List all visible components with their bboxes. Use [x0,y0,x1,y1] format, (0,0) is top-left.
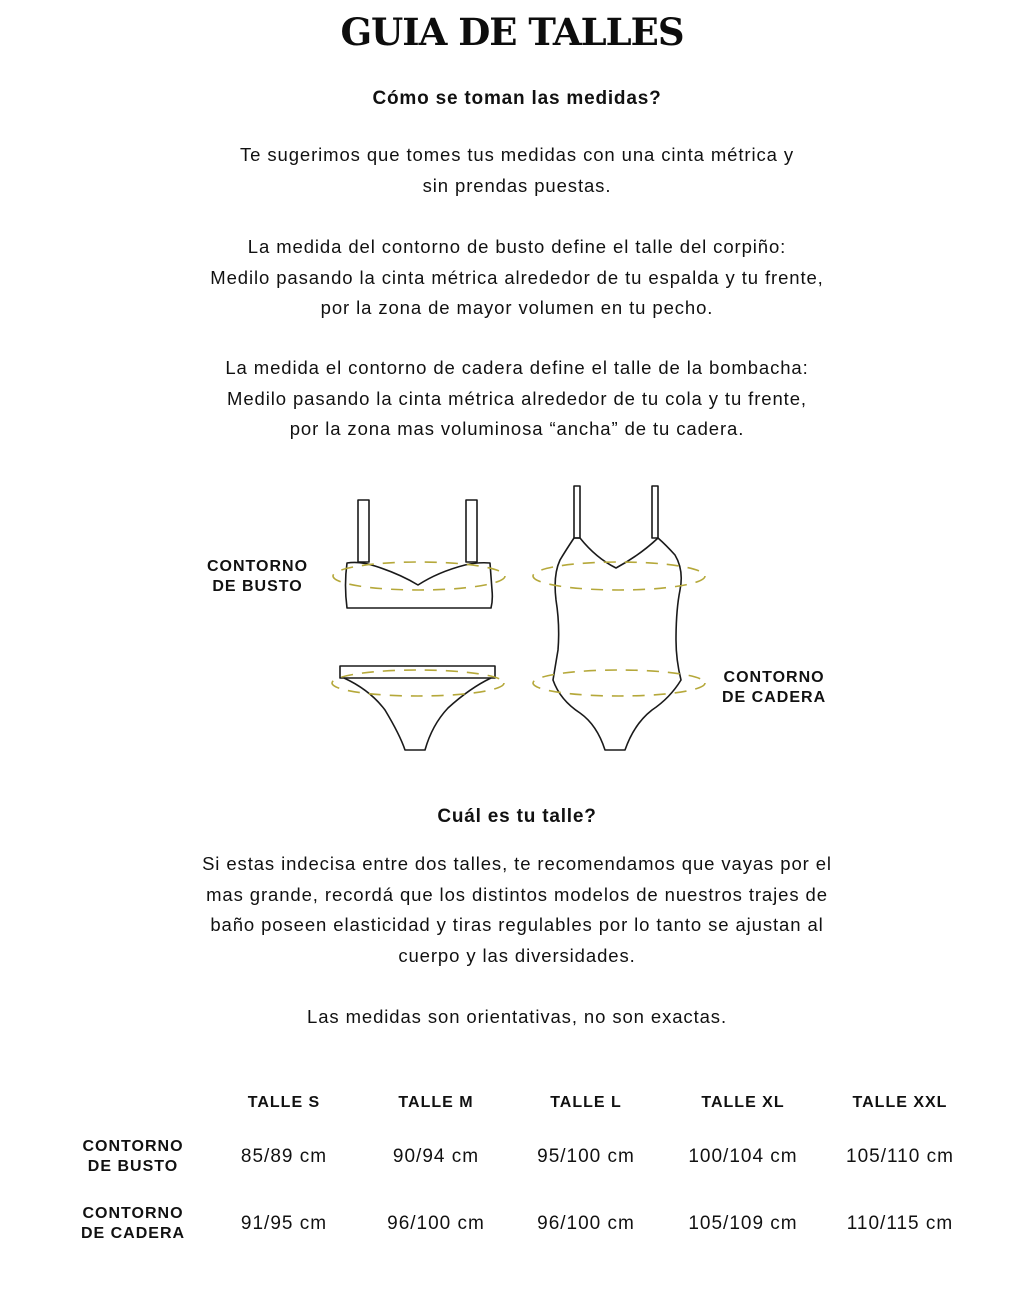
intro-paragraph [0,140,1024,201]
measure-tape-lines [332,562,705,696]
table-cell: 105/109 cm [688,1213,798,1234]
label-line: CONTORNO [723,669,825,686]
label-line: DE BUSTO [87,1158,179,1175]
bust-tape-bikini [333,562,505,590]
text-line: mas grande, recordá que los distintos modelos de nuestros trajes de [206,883,828,905]
text-line: por la zona mas voluminosa “ancha” de tu cadera. [289,418,745,439]
bust-diagram-label [207,557,308,597]
swimwear-measurement-illustration [0,470,1024,770]
column-header: TALLE XL [701,1094,785,1111]
table-cell: 96/100 cm [387,1213,485,1234]
bikini-top-outline [346,500,493,608]
text-line: por la zona de mayor volumen en tu pecho. [320,297,714,318]
bikini-bottom-outline [340,666,495,750]
table-cell: 95/100 cm [537,1146,635,1167]
label-line: CONTORNO [82,1138,184,1155]
label-line: DE CADERA [722,689,827,706]
column-header: TALLE L [550,1094,622,1111]
text-line: baño poseen elasticidad y tiras regulables por lo tanto se ajustan al [210,914,824,935]
row-label-hip [58,1204,208,1244]
text-line: cuerpo y las diversidades. [398,944,636,966]
section-heading-size: Cuál es tu talle? [437,806,597,827]
table-cell: 91/95 cm [240,1213,328,1234]
column-header: TALLE S [247,1094,321,1111]
page-title: GUIA DE TALLES [340,10,684,54]
label-line: DE BUSTO [212,578,303,595]
table-cell: 85/89 cm [240,1146,328,1167]
label-line: CONTORNO [207,558,309,575]
row-label-bust [58,1137,208,1177]
text-line: La medida el contorno de cadera define el talle de la bombacha: [225,357,809,378]
table-cell: 110/115 cm [846,1213,954,1234]
column-header: TALLE XXL [852,1094,948,1111]
table-cell: 100/104 cm [688,1146,798,1167]
bikini-bottom-leg [344,678,491,750]
table-cell: 90/94 cm [392,1146,480,1167]
table-cell: 96/100 cm [537,1213,635,1234]
text-line: Medilo pasando la cinta métrica alrededor de tu cola y tu frente, [227,387,807,409]
section-heading-measures: Cómo se toman las medidas? [372,88,662,109]
hip-tape-bikini [332,670,504,696]
text-line: Te sugerimos que tomes tus medidas con una cinta métrica y [240,144,794,165]
table-cell: 105/110 cm [846,1146,954,1167]
one-piece-left-strap [574,486,580,538]
label-line: CONTORNO [82,1205,184,1222]
one-piece-right-strap [652,486,658,538]
hip-diagram-label [722,668,826,708]
label-line: DE CADERA [80,1225,186,1242]
bikini-top-right-strap [466,500,477,562]
disclaimer-note: Las medidas son orientativas, no son exactas. [307,1006,727,1027]
text-line: Medilo pasando la cinta métrica alrededor de tu espalda y tu frente, [210,266,824,288]
one-piece-body [553,538,681,750]
text-line: La medida del contorno de busto define el talle del corpiño: [247,236,787,257]
text-line: Si estas indecisa entre dos talles, te recomendamos que vayas por el [202,853,832,874]
column-header: TALLE M [398,1094,474,1111]
bikini-top-left-strap [358,500,369,562]
bikini-bottom-waistband [340,666,495,678]
bikini-top-band [346,562,493,608]
bust-paragraph [0,232,1024,324]
one-piece-outline [553,486,681,750]
advice-paragraph [0,849,1024,971]
text-line: sin prendas puestas. [422,174,612,196]
hip-paragraph [0,353,1024,445]
